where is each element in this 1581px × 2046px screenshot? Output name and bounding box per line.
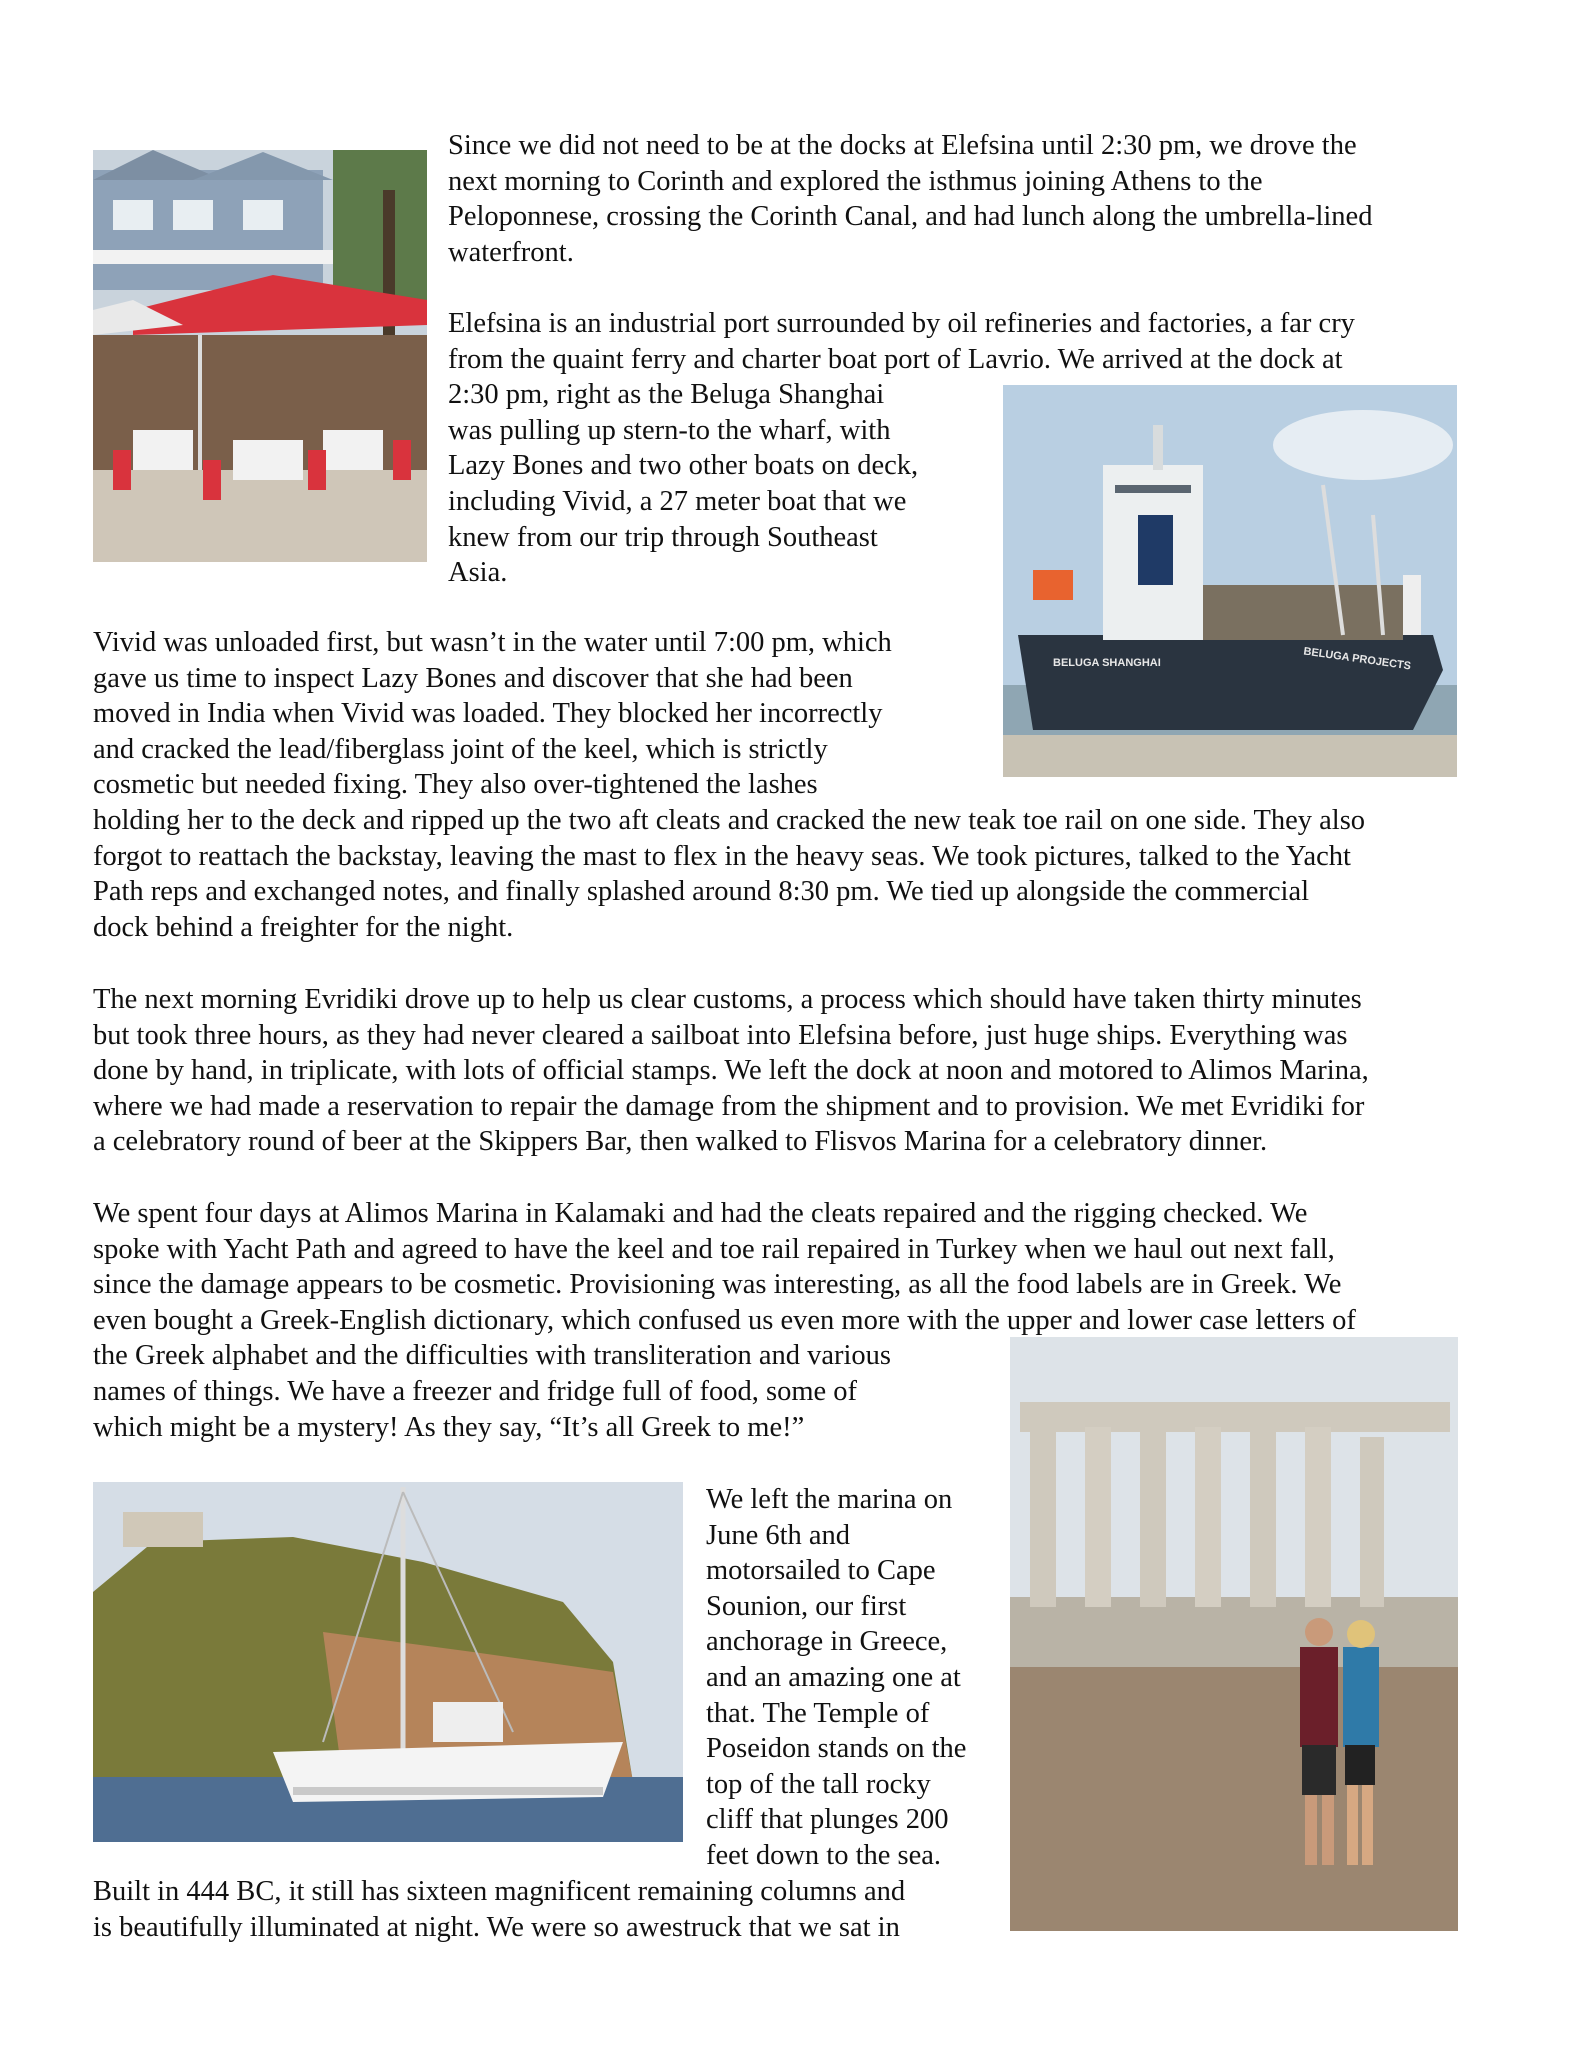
text-line: motorsailed to Cape xyxy=(706,1555,936,1587)
text-line: was pulling up stern-to the wharf, with xyxy=(448,414,891,446)
text-line: including Vivid, a 27 meter boat that we xyxy=(448,485,907,517)
text-line: but took three hours, as they had never cleared a sailboat into Elefsina before, just huge ships. Everything was xyxy=(93,1019,1348,1051)
text-line: Asia. xyxy=(448,557,508,589)
text-line: moved in India when Vivid was loaded. They blocked her incorrectly xyxy=(93,698,883,730)
text-line: cosmetic but needed fixing. They also over-tightened the lashes xyxy=(93,769,818,801)
text-line: holding her to the deck and ripped up the two aft cleats and cracked the new teak toe rail on one side. They also xyxy=(93,804,1366,836)
text-line: the Greek alphabet and the difficulties with transliteration and various xyxy=(93,1340,892,1372)
text-line: even bought a Greek-English dictionary, which confused us even more with the upper and lower case letters of xyxy=(93,1304,1356,1336)
text-line: June 6th and xyxy=(706,1519,851,1551)
text-line: gave us time to inspect Lazy Bones and discover that she had been xyxy=(93,662,853,694)
text-line: knew from our trip through Southeast xyxy=(448,521,878,553)
text-line: 2:30 pm, right as the Beluga Shanghai xyxy=(448,379,885,411)
text-line: since the damage appears to be cosmetic. Provisioning was interesting, as all the food labels are in Greek. We xyxy=(93,1269,1342,1301)
text-line: We left the marina on xyxy=(706,1484,953,1515)
text-line: done by hand, in triplicate, with lots of official stamps. We left the dock at noon and motored to Alimos Marina, xyxy=(93,1055,1369,1087)
text-line: waterfront. xyxy=(448,236,574,268)
text-line: spoke with Yacht Path and agreed to have the keel and toe rail repaired in Turkey when we haul out next fall, xyxy=(93,1233,1335,1265)
paragraph-vivid-unloaded xyxy=(93,625,1365,945)
ship-hull-name: BELUGA SHANGHAI xyxy=(1053,657,1161,669)
text-line: Since we did not need to be at the docks at Elefsina until 2:30 pm, we drove the xyxy=(448,130,1357,161)
sailboat-cape-sounion-photo xyxy=(93,1482,683,1842)
paragraph-cape-sounion xyxy=(706,1482,966,1874)
text-line: Lazy Bones and two other boats on deck, xyxy=(448,450,919,482)
text-line: Built in 444 BC, it still has sixteen magnificent remaining columns and xyxy=(93,1876,906,1907)
paragraph-corinth xyxy=(448,128,1372,270)
text-line: anchorage in Greece, xyxy=(706,1626,948,1658)
text-line: next morning to Corinth and explored the isthmus joining Athens to the xyxy=(448,165,1263,197)
paragraph-temple-history xyxy=(93,1874,905,1945)
text-line: and an amazing one at xyxy=(706,1661,961,1693)
text-line: top of the tall rocky xyxy=(706,1768,931,1800)
ship-side-name: BELUGA PROJECTS xyxy=(1302,645,1412,673)
text-line: forgot to reattach the backstay, leaving the mast to flex in the heavy seas. We took pictures, talked to the Yacht xyxy=(93,840,1351,872)
text-line: where we had made a reservation to repair the damage from the shipment and to provision. We met Evridiki for xyxy=(93,1090,1365,1122)
waterfront-restaurant-photo xyxy=(93,150,427,562)
text-line: Sounion, our first xyxy=(706,1590,907,1622)
text-line: feet down to the sea. xyxy=(706,1839,942,1871)
text-line: which might be a mystery! As they say, “It’s all Greek to me!” xyxy=(93,1411,805,1443)
text-line: dock behind a freighter for the night. xyxy=(93,911,514,943)
text-line: from the quaint ferry and charter boat port of Lavrio. We arrived at the dock at xyxy=(448,343,1343,375)
text-line: Elefsina is an industrial port surrounded by oil refineries and factories, a far cry xyxy=(448,308,1355,339)
text-line: names of things. We have a freezer and fridge full of food, some of xyxy=(93,1375,858,1407)
text-line: Peloponnese, crossing the Corinth Canal, and had lunch along the umbrella-lined xyxy=(448,201,1373,233)
text-line: that. The Temple of xyxy=(706,1697,930,1729)
text-line: a celebratory round of beer at the Skippers Bar, then walked to Flisvos Marina for a celebratory dinner. xyxy=(93,1126,1268,1158)
text-line: Poseidon stands on the xyxy=(706,1733,967,1765)
text-line: and cracked the lead/fiberglass joint of the keel, which is strictly xyxy=(93,733,828,765)
text-line: The next morning Evridiki drove up to help us clear customs, a process which should have taken thirty minutes xyxy=(93,984,1362,1015)
text-line: We spent four days at Alimos Marina in Kalamaki and had the cleats repaired and the rigging checked. We xyxy=(93,1198,1308,1229)
text-line: Path reps and exchanged notes, and finally splashed around 8:30 pm. We tied up alongside the commercial xyxy=(93,876,1310,908)
paragraph-customs xyxy=(93,982,1369,1160)
text-line: is beautifully illuminated at night. We were so awestruck that we sat in xyxy=(93,1911,900,1943)
text-line: Vivid was unloaded first, but wasn’t in the water until 7:00 pm, which xyxy=(93,627,892,658)
temple-of-poseidon-photo xyxy=(1010,1337,1458,1931)
text-line: cliff that plunges 200 xyxy=(706,1804,949,1836)
